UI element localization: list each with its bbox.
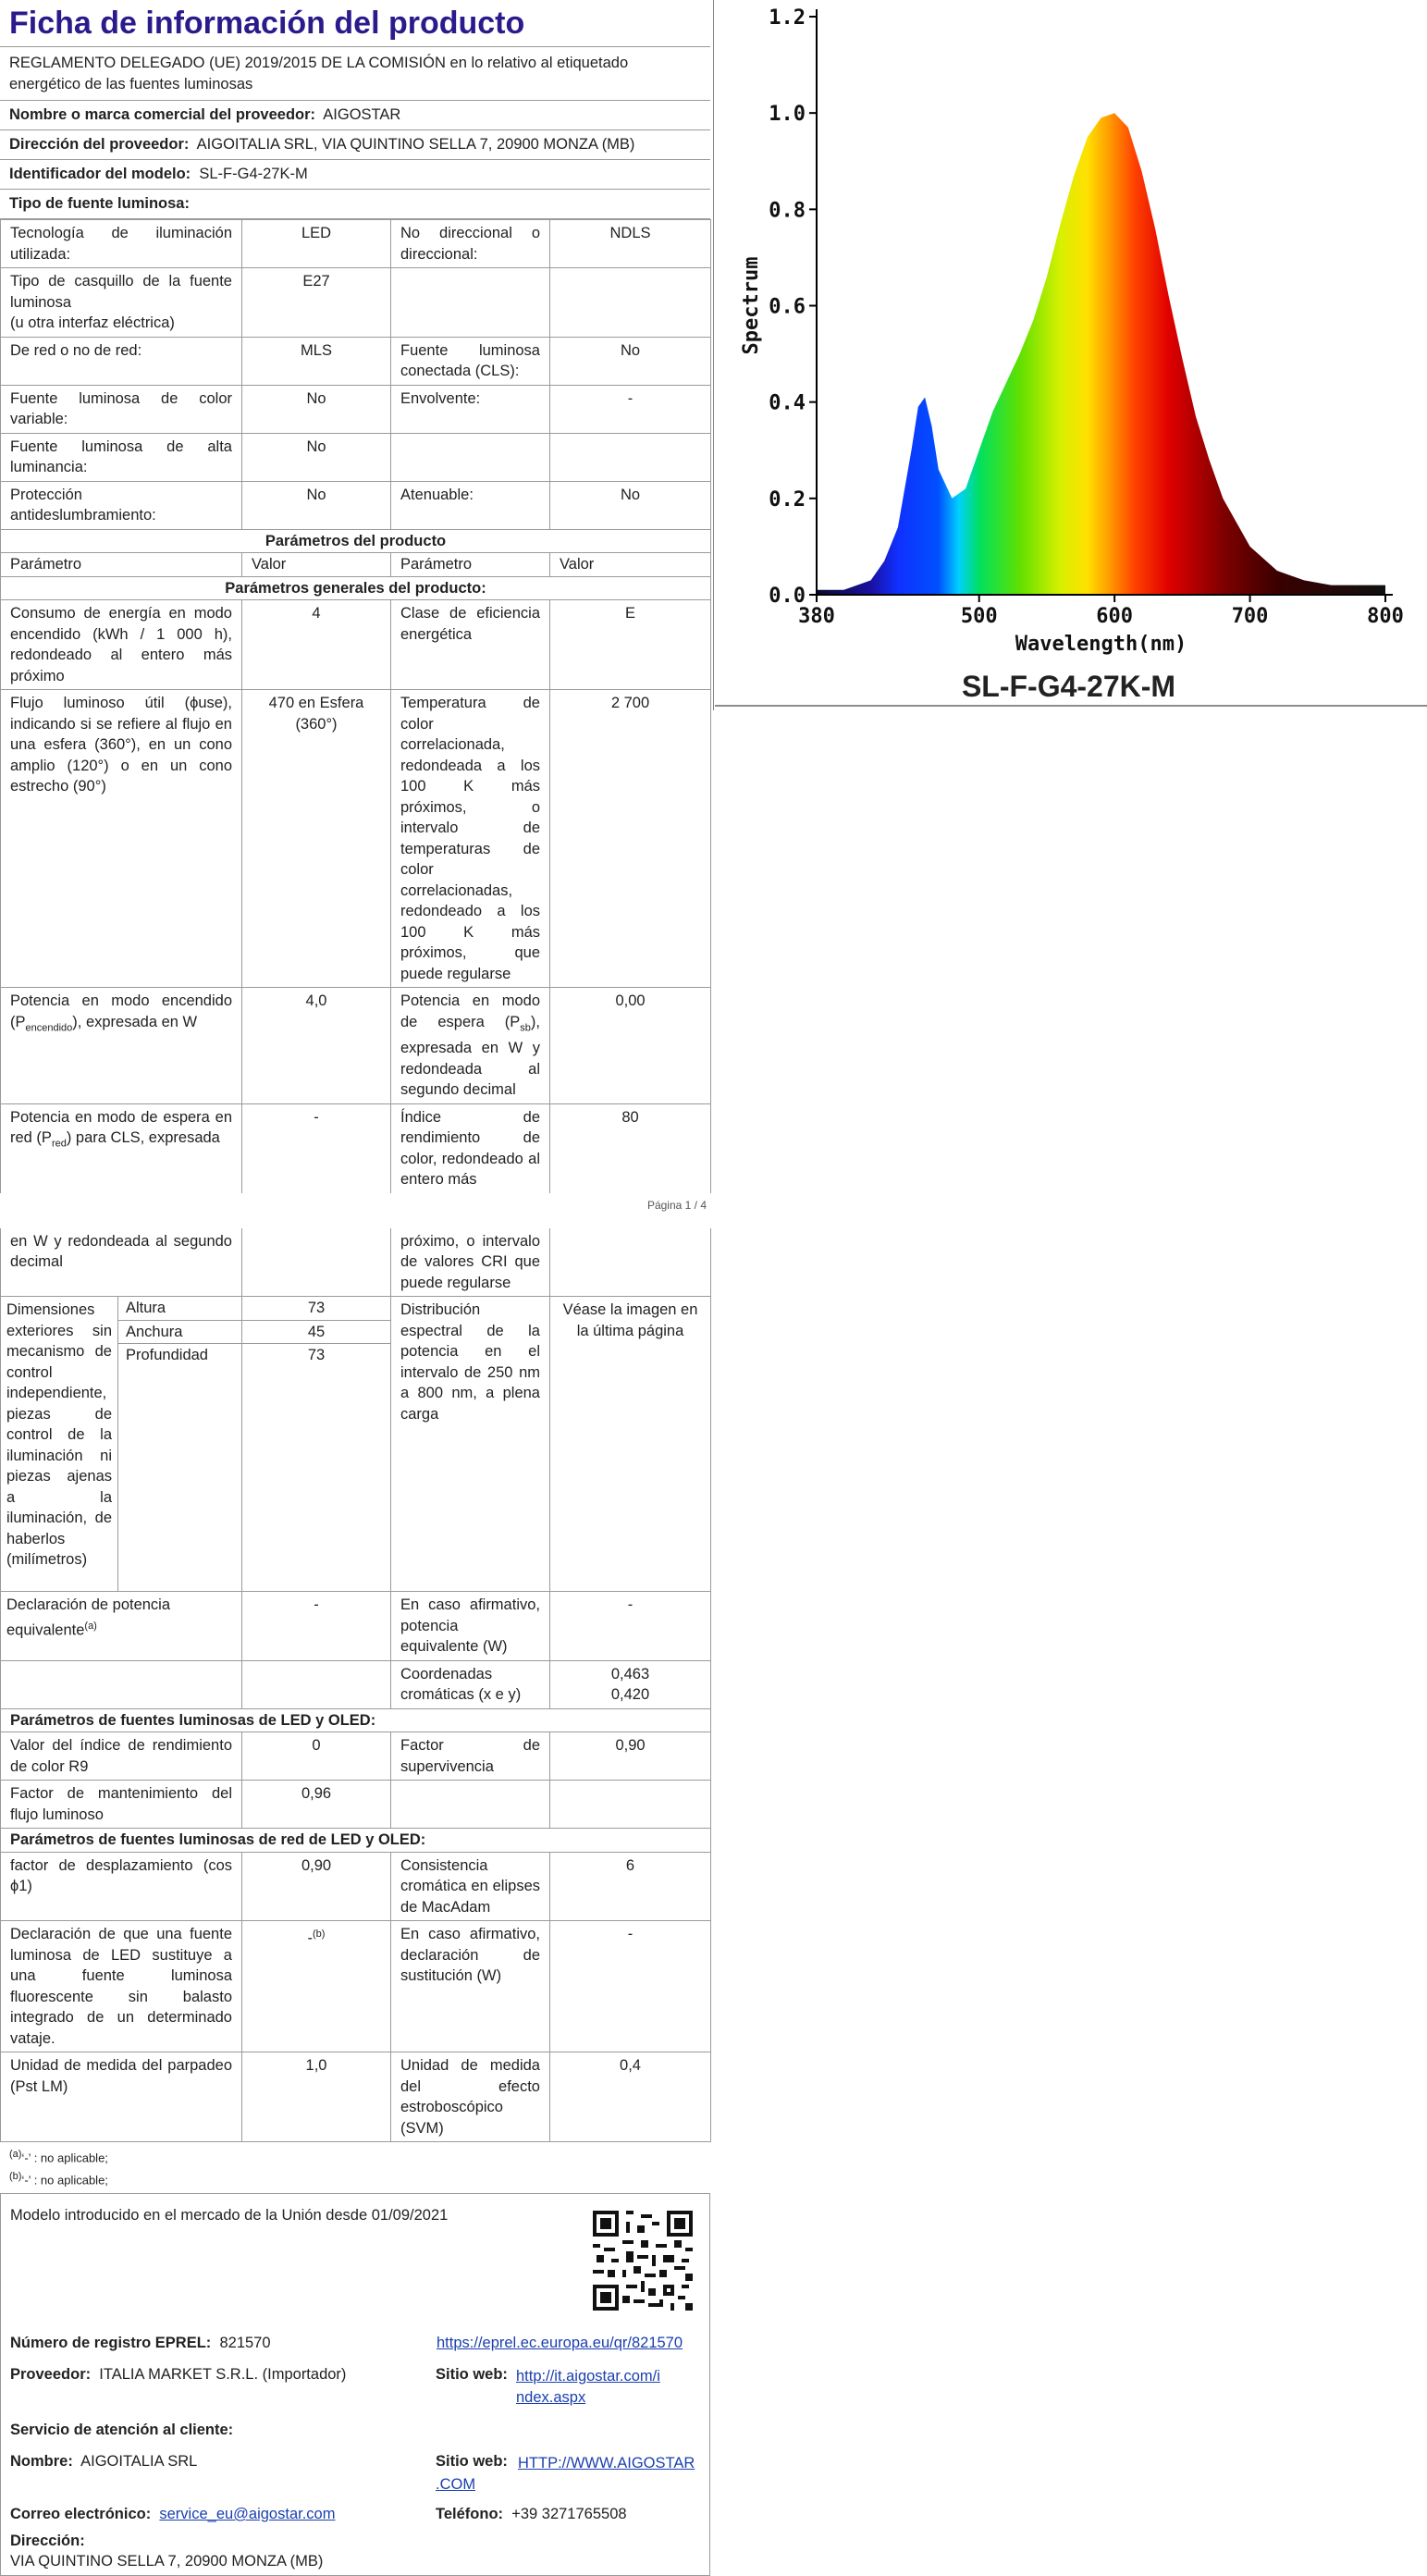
power-on-sub: encendido — [25, 1021, 73, 1033]
param-value: - — [550, 1592, 711, 1661]
type-value: No — [550, 481, 711, 529]
param-label: Factor de supervivencia — [391, 1732, 550, 1781]
param-value: 2 700 — [550, 690, 711, 988]
type-param: Fuente luminosa de alta luminancia: — [1, 433, 242, 481]
general-params-header: Parámetros generales del producto: — [1, 576, 711, 600]
eprel-label: Número de registro EPREL: — [10, 2334, 212, 2351]
section-header-row — [1, 529, 711, 553]
provider-row — [10, 2366, 346, 2384]
table-row — [1, 600, 711, 690]
power-on-label-end: ), expresada en W — [72, 1013, 198, 1030]
params-table-continued — [0, 1228, 711, 2143]
website-link-part: HTTP://WWW.AIGOSTAR — [518, 2454, 695, 2471]
type-param: Envolvente: — [391, 385, 550, 433]
param-value: 1,0 — [242, 2052, 391, 2142]
spectrum-chart — [715, 0, 1427, 710]
param-label: Consumo de energía en modo encendido (kWh / 1 000 h), redondeado al entero más próximo — [1, 600, 242, 690]
eprel-link[interactable]: https://eprel.ec.europa.eu/qr/821570 — [437, 2334, 683, 2351]
param-label — [1, 1103, 242, 1193]
param-value: 80 — [550, 1103, 711, 1193]
param-label: Unidad de medida del efecto estroboscópico (SVM) — [391, 2052, 550, 2142]
param-value: 4,0 — [242, 988, 391, 1104]
address-row — [0, 130, 710, 160]
table-row — [1, 481, 711, 529]
chroma-x: 0,463 — [610, 1665, 650, 1682]
table-row — [1, 1297, 711, 1321]
dimension-name: Profundidad — [118, 1344, 242, 1592]
website-link-part: ndex.aspx — [516, 2388, 586, 2406]
param-value: 0,00 — [550, 988, 711, 1104]
qr-code-icon — [593, 2211, 693, 2311]
supplier-value: AIGOSTAR — [323, 106, 401, 123]
website-link-part: .COM — [436, 2475, 476, 2493]
y-tick-label: 1.2 — [769, 6, 806, 30]
param-value: - — [242, 1592, 391, 1661]
standby-label-end: ), expresada en W y redondeada al segundo decimal — [400, 1013, 540, 1099]
type-value: No — [242, 433, 391, 481]
light-type-row — [0, 190, 710, 219]
type-param — [391, 268, 550, 338]
type-value: No — [242, 481, 391, 529]
dimension-name: Anchura — [118, 1320, 242, 1344]
param-value: - — [242, 1103, 391, 1193]
param-label — [391, 988, 550, 1104]
type-table — [0, 219, 711, 1193]
market-intro: Modelo introducido en el mercado de la Unión desde 01/09/2021 — [10, 2206, 449, 2224]
product-params-header: Parámetros del producto — [1, 529, 711, 553]
cap-type-sub: (u otra interfaz eléctrica) — [10, 314, 175, 331]
x-tick-label: 800 — [1367, 605, 1404, 628]
column-header: Valor — [550, 553, 711, 577]
email-label: Correo electrónico: — [10, 2505, 152, 2522]
network-standby-sub: red — [51, 1138, 67, 1150]
column-header: Valor — [242, 553, 391, 577]
type-param: Fuente luminosa de color variable: — [1, 385, 242, 433]
type-param: De red o no de red: — [1, 337, 242, 385]
network-standby-label-end: ) para CLS, expresada — [66, 1129, 220, 1147]
section-header-row — [1, 576, 711, 600]
page-number: Página 1 / 4 — [646, 1198, 707, 1212]
model-row — [0, 160, 710, 190]
table-row — [1, 1921, 711, 2052]
type-value: NDLS — [550, 220, 711, 268]
y-tick-label: 0.4 — [769, 391, 806, 415]
mains-header: Parámetros de fuentes luminosas de red de LED y OLED: — [1, 1829, 711, 1853]
table-row — [1, 690, 711, 988]
param-value: 0,4 — [550, 2052, 711, 2142]
param-value — [242, 1228, 391, 1297]
param-label: Flujo luminoso útil (ϕuse), indicando si se refiere al flujo en una esfera (360°), en un cono amplio (120°) o en un cono estrecho (90°) — [1, 690, 242, 988]
provider-label: Proveedor: — [10, 2365, 92, 2383]
led-header: Parámetros de fuentes luminosas de LED y OLED: — [1, 1708, 711, 1732]
model-label: Identificador del modelo: — [9, 166, 191, 182]
web-label-1 — [436, 2366, 508, 2384]
footnote-text: ‘-’ : no aplicable; — [21, 2151, 108, 2165]
service-label: Servicio de atención al cliente: — [10, 2421, 234, 2438]
section-header-row — [1, 1829, 711, 1853]
footnote — [0, 2146, 710, 2167]
param-value: 470 en Esfera (360°) — [242, 690, 391, 988]
web-label: Sitio web: — [436, 2452, 508, 2470]
light-type-label: Tipo de fuente luminosa: — [9, 195, 190, 212]
table-row — [1, 1732, 711, 1781]
x-tick-label: 500 — [960, 605, 998, 628]
param-label: Consistencia cromática en elipses de MacAdam — [391, 1852, 550, 1921]
column-header: Parámetro — [391, 553, 550, 577]
param-label: factor de desplazamiento (cos ϕ1) — [1, 1852, 242, 1921]
param-label: Valor del índice de rendimiento de color R9 — [1, 1732, 242, 1781]
param-value: 0,90 — [550, 1732, 711, 1781]
dimension-value: 73 — [242, 1344, 391, 1592]
page-title: Ficha de información del producto — [0, 0, 710, 47]
y-tick-label: 0.2 — [769, 487, 806, 512]
section-header-row — [1, 1708, 711, 1732]
table-row — [1, 1228, 711, 1297]
param-label: Distribución espectral de la potencia en el intervalo de 250 nm a 800 nm, a plena carga — [391, 1297, 550, 1592]
eprel-row — [10, 2335, 271, 2352]
website-link-2[interactable] — [436, 2453, 695, 2496]
param-value — [550, 1228, 711, 1297]
phone-value: +39 3271765508 — [511, 2505, 627, 2522]
dimension-value: 73 — [242, 1297, 391, 1321]
table-row — [1, 433, 711, 481]
standby-label: Potencia en modo de espera (P — [400, 992, 540, 1030]
dimensions-label: Dimensiones exteriores sin mecanismo de control independiente, piezas de control de la iluminación ni piezas ajenas a la iluminación, de haberlos (milímetros) — [1, 1297, 118, 1592]
dimension-value: 45 — [242, 1320, 391, 1344]
column-header: Parámetro — [1, 553, 242, 577]
standby-sub: sb — [520, 1021, 531, 1033]
network-standby-label: Potencia en modo de espera en red (P — [10, 1108, 232, 1147]
table-row — [1, 1592, 711, 1661]
table-row — [1, 337, 711, 385]
type-value — [550, 268, 711, 338]
web-label: Sitio web: — [436, 2365, 508, 2383]
type-value: LED — [242, 220, 391, 268]
x-tick-label: 600 — [1096, 605, 1134, 628]
param-label: En caso afirmativo, potencia equivalente (W) — [391, 1592, 550, 1661]
param-value: - — [550, 1921, 711, 2052]
dimension-name: Altura — [118, 1297, 242, 1321]
type-value: - — [550, 385, 711, 433]
address-value: AIGOITALIA SRL, VIA QUINTINO SELLA 7, 20900 MONZA (MB) — [196, 136, 635, 153]
table-row — [1, 1852, 711, 1921]
type-param: No direccional o direccional: — [391, 220, 550, 268]
param-value — [242, 1660, 391, 1708]
footnote-mark: (b) — [9, 2170, 22, 2182]
type-param — [1, 268, 242, 338]
param-value: 0,96 — [242, 1781, 391, 1829]
param-value: Véase la imagen en la última página — [550, 1297, 711, 1592]
param-value: E — [550, 600, 711, 690]
param-label: En caso afirmativo, declaración de sustitución (W) — [391, 1921, 550, 2052]
param-value — [550, 1660, 711, 1708]
website-link-1[interactable] — [516, 2366, 660, 2409]
supplier-row — [0, 101, 710, 130]
table-row — [1, 988, 711, 1104]
param-label: en W y redondeada al segundo decimal — [1, 1228, 242, 1297]
address-label: Dirección del proveedor: — [9, 136, 190, 153]
x-tick-label: 700 — [1231, 605, 1269, 628]
regulation-text: REGLAMENTO DELEGADO (UE) 2019/2015 DE LA COMISIÓN en lo relativo al etiquetado energético de las fuentes luminosas — [0, 47, 710, 101]
email-row — [10, 2506, 335, 2523]
power-on-label: Potencia en modo encendido (P — [10, 992, 232, 1030]
type-param: Fuente luminosa conectada (CLS): — [391, 337, 550, 385]
chart-caption: SL-F-G4-27K-M — [961, 670, 1176, 703]
footnote-mark: (b) — [313, 1929, 326, 1941]
website-link-part: http://it.aigostar.com/i — [516, 2367, 660, 2385]
type-param — [391, 433, 550, 481]
param-value: 4 — [242, 600, 391, 690]
direction-value: VIA QUINTINO SELLA 7, 20900 MONZA (MB) — [10, 2552, 324, 2570]
y-tick-label: 0.8 — [769, 199, 806, 223]
type-param: Tecnología de iluminación utilizada: — [1, 220, 242, 268]
table-row — [1, 1660, 711, 1708]
eprel-value: 821570 — [219, 2334, 271, 2351]
table-row — [1, 385, 711, 433]
x-axis-label: Wavelength(nm) — [1015, 633, 1187, 656]
param-value — [242, 1921, 391, 2052]
service-name-row — [10, 2453, 197, 2471]
table-row — [1, 1781, 711, 1829]
y-tick-label: 0.0 — [769, 585, 806, 608]
email-link[interactable]: service_eu@aigostar.com — [159, 2505, 336, 2522]
param-label — [391, 1781, 550, 1829]
y-tick-label: 0.6 — [769, 295, 806, 319]
model-value: SL-F-G4-27K-M — [199, 166, 308, 182]
direction-label: Dirección: — [10, 2532, 85, 2549]
y-tick-label: 1.0 — [769, 103, 806, 127]
param-value: 0,90 — [242, 1852, 391, 1921]
x-tick-label: 380 — [798, 605, 835, 628]
type-value: No — [550, 337, 711, 385]
param-label: Índice de rendimiento de color, redondeado al entero más — [391, 1103, 550, 1193]
provider-value: ITALIA MARKET S.R.L. (Importador) — [99, 2365, 347, 2383]
y-axis-label: Spectrum — [740, 256, 763, 355]
equiv-label: Declaración de potencia equivalente — [6, 1596, 171, 1639]
name-value: AIGOITALIA SRL — [80, 2452, 198, 2470]
param-label: Coordenadas cromáticas (x e y) — [391, 1660, 550, 1708]
type-value: MLS — [242, 337, 391, 385]
column-header-row — [1, 553, 711, 577]
table-row — [1, 2052, 711, 2142]
footnote-text: ‘-’ : no aplicable; — [21, 2172, 108, 2187]
type-param: Protección antideslumbramiento: — [1, 481, 242, 529]
phone-row — [436, 2506, 627, 2523]
cap-type-label: Tipo de casquillo de la fuente luminosa — [10, 273, 232, 311]
replacement-value: - — [307, 1929, 314, 1947]
spectrum-area — [817, 113, 1385, 595]
product-sheet — [0, 0, 710, 2576]
param-label: Temperatura de color correlacionada, redondeada a los 100 K más próximos, o intervalo de temperaturas de color correlacionadas, redondeado a los 100 K más próximos, que puede regularse — [391, 690, 550, 988]
footnote — [0, 2168, 710, 2189]
param-label: Declaración de que una fuente luminosa de LED sustituye a una fuente luminosa fluorescente sin balasto integrado de un determinado vataje. — [1, 1921, 242, 2052]
param-value — [550, 1781, 711, 1829]
param-label: Clase de eficiencia energética — [391, 600, 550, 690]
chroma-y: 0,420 — [610, 1686, 650, 1704]
type-param: Atenuable: — [391, 481, 550, 529]
type-value: E27 — [242, 268, 391, 338]
param-label — [1, 1660, 242, 1708]
param-label: próximo, o intervalo de valores CRI que puede regularse — [391, 1228, 550, 1297]
param-label: Factor de mantenimiento del flujo luminoso — [1, 1781, 242, 1829]
param-label: Unidad de medida del parpadeo (Pst LM) — [1, 2052, 242, 2142]
table-row — [1, 220, 711, 268]
param-value: 6 — [550, 1852, 711, 1921]
type-value — [550, 433, 711, 481]
param-label — [1, 988, 242, 1104]
registration-box — [0, 2193, 710, 2576]
param-value: 0 — [242, 1732, 391, 1781]
footnote-mark: (a) — [84, 1620, 97, 1632]
param-label — [1, 1592, 242, 1661]
table-row — [1, 1103, 711, 1193]
type-value: No — [242, 385, 391, 433]
column-divider — [713, 0, 714, 710]
table-row — [1, 268, 711, 338]
name-label: Nombre: — [10, 2452, 73, 2470]
footnote-mark: (a) — [9, 2149, 22, 2161]
phone-label: Teléfono: — [436, 2505, 504, 2522]
supplier-label: Nombre o marca comercial del proveedor: — [9, 106, 316, 123]
